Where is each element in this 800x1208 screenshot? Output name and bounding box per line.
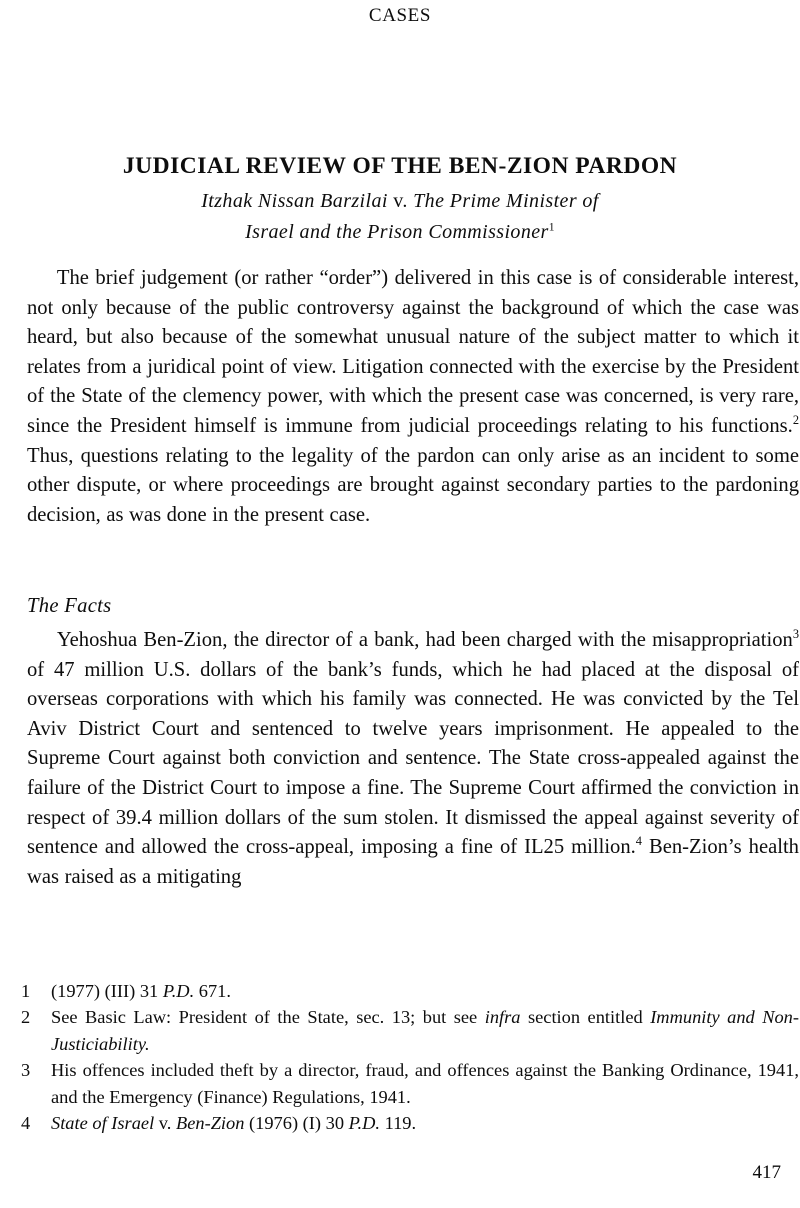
footnote-item <box>21 1057 799 1110</box>
page-title: JUDICIAL REVIEW OF THE BEN-ZION PARDON <box>122 152 678 179</box>
case-caption-line-1 <box>0 186 800 217</box>
footnote-italic-segment: Immunity and Non-Justiciability. <box>51 1007 799 1054</box>
facts-heading-container <box>27 596 799 617</box>
case-caption-line-2 <box>0 217 800 248</box>
case-versus-label: v. <box>393 190 408 212</box>
footnote-italic-segment: P.D. <box>348 1113 380 1134</box>
footnote-number: 1 <box>21 981 31 1001</box>
footnote-text-segment: 671. <box>194 981 231 1001</box>
case-party-plaintiff: Itzhak Nissan Barzilai <box>201 190 388 212</box>
footnote-italic-segment: Ben-Zion <box>175 1113 245 1134</box>
body-paragraph-2 <box>27 626 799 892</box>
body-paragraph-1 <box>27 264 799 530</box>
footnote-number: 3 <box>21 1060 31 1081</box>
footnote-text-segment: v. <box>154 1113 176 1134</box>
footnote-text-segment: section entitled <box>520 1007 651 1028</box>
footnote-text-segment: 119. <box>379 1113 417 1134</box>
page-number: 417 <box>752 1162 781 1183</box>
footnote-text-segment: (1977) (III) 31 <box>51 981 163 1001</box>
footnote-item <box>21 1110 799 1136</box>
body-paragraph-2-container <box>27 626 799 892</box>
footnotes-block <box>21 978 799 1136</box>
caption-footnote-marker: 1 <box>548 220 555 234</box>
paragraph-1-text-a: The brief judgement (or rather “order”) delivered in this case is of considerable interest, not only because of the public controversy against the background of which the case was heard, but also because of the somewhat unusual nature of the subject matter to which it relates from a juridical point of view. Litigation connected with the exercise by the President of the State of the clemency power, with which the present case was concerned, is very rare, since the President himself is immune from judicial proceedings relating to his functions. <box>27 267 799 437</box>
footnote-italic-segment: P.D. <box>162 981 195 1001</box>
body-paragraph-1-container <box>27 264 799 530</box>
footnote-marker-4: 4 <box>635 834 642 849</box>
case-party-defendant-part2: Israel and the Prison Commissioner <box>245 221 549 243</box>
footnote-marker-3: 3 <box>792 627 799 642</box>
footnote-text-segment: His offences included theft by a director, fraud, and offences against the Banking Ordinance, 1941, and the Emergency (Finance) Regulations, 1941. <box>51 1060 799 1107</box>
footnote-text-segment: See Basic Law: President of the State, sec. 13; but see <box>51 1007 485 1028</box>
footnote-item <box>21 978 799 1004</box>
footnote-italic-segment: infra <box>484 1007 521 1028</box>
footnote-text-segment: (1976) (I) 30 <box>244 1113 349 1134</box>
footnote-item <box>21 1004 799 1057</box>
running-head: CASES <box>368 5 432 26</box>
footnote-marker-2: 2 <box>792 413 799 428</box>
paragraph-2-text-c: Ben-Zion’s health was raised as a mitigating <box>27 836 799 888</box>
section-heading-the-facts: The Facts <box>27 595 112 617</box>
footnote-italic-segment: State of Israel <box>51 1113 155 1134</box>
footnote-number: 4 <box>21 1113 31 1134</box>
paragraph-2-text-a: Yehoshua Ben-Zion, the director of a bank, had been charged with the misappropriation <box>56 629 793 651</box>
paragraph-2-text-b: of 47 million U.S. dollars of the bank’s funds, which he had placed at the disposal of overseas corporations with which his family was connected. He was convicted by the Tel Aviv District Court and sentenced to twelve years imprisonment. He appealed to the Supreme Court against both conviction and sentence. The State cross-appealed against the failure of the District Court to impose a fine. The Supreme Court affirmed the conviction in respect of 39.4 million dollars of the sum stolen. It dismissed the appeal against severity of sentence and allowed the cross-appeal, imposing a fine of IL25 million. <box>27 658 799 859</box>
case-party-defendant-part1: The Prime Minister of <box>413 190 599 212</box>
paragraph-1-text-b: Thus, questions relating to the legality of the pardon can only arise as an incident to some other dispute, or where proceedings are brought against secondary parties to the pardoning decision, as was done in the present case. <box>27 444 799 526</box>
case-caption <box>0 186 800 248</box>
footnote-number: 2 <box>21 1007 31 1028</box>
